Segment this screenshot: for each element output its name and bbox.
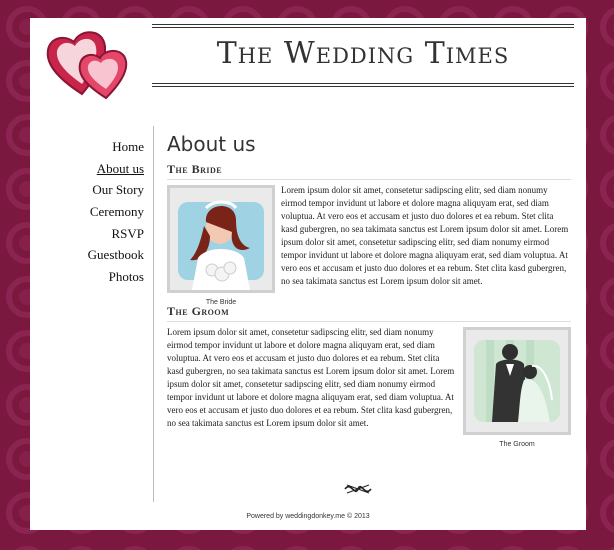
nav-item-home[interactable]: Home — [112, 139, 144, 154]
page-title: About us — [167, 132, 256, 156]
nav-item-photos[interactable]: Photos — [108, 269, 144, 285]
groom-photo — [463, 327, 571, 435]
footer-credit: Powered by weddingdonkey.me © 2013 — [246, 513, 370, 520]
groom-heading: The Groom — [167, 304, 571, 322]
hearts-logo-icon — [44, 28, 136, 100]
bride-text: Lorem ipsum dolor sit amet, consetetur sadipscing elitr, sed diam nonumy eirmod tempor invidunt ut labore et dolore magna aliquyam erat, sed diam voluptua. At vero eos et accusam et justo duo dolores et ea rebum. Stet clita kasd gubergren, no sea takimata sanctus est Lorem ipsum dolor sit amet. Lorem ipsum dolor sit amet, consetetur sadipscing elitr, sed diam nonumy eirmod tempor invidunt ut labore et dolore magna aliquyam erat, sed diam voluptua. At vero eos et accusam et justo duo dolores et ea rebum. Stet clita kasd gubergren, no sea takimata sanctus est Lorem ipsum dolor sit amet. — [281, 185, 569, 286]
nav-item-our-story[interactable]: Our Story — [92, 182, 144, 198]
nav-item-ceremony[interactable]: Ceremony — [89, 204, 144, 220]
site-title: The Wedding Times — [216, 36, 510, 71]
sidebar-divider — [153, 126, 154, 502]
nav-item-about-us[interactable]: About us — [96, 160, 144, 176]
flourish-ornament-icon — [343, 481, 373, 497]
groom-section — [167, 304, 571, 448]
nav-item-guestbook[interactable]: Guestbook — [87, 247, 144, 263]
main-content — [167, 128, 571, 448]
main-nav — [70, 136, 144, 288]
groom-caption: The Groom — [499, 441, 535, 448]
site-header — [152, 24, 574, 90]
groom-text: Lorem ipsum dolor sit amet, consetetur sadipscing elitr, sed diam nonumy eirmod tempor invidunt ut labore et dolore magna aliquyam erat, sed diam voluptua. At vero eos et accusam et justo duo dolores et ea rebum. Stet clita kasd gubergren, no sea takimata sanctus est Lorem ipsum dolor sit amet. Lorem ipsum dolor sit amet, consetetur sadipscing elitr, sed diam nonumy eirmod tempor invidunt ut labore et dolore magna aliquyam erat, sed diam voluptua. At vero eos et accusam et justo duo dolores et ea rebum. Stet clita kasd gubergren, no sea takimata sanctus est Lorem ipsum dolor sit amet. — [167, 327, 455, 428]
bride-photo — [167, 185, 275, 293]
bride-caption: The Bride — [205, 299, 237, 306]
bride-heading: The Bride — [167, 162, 571, 180]
nav-item-rsvp[interactable]: RSVP — [111, 225, 144, 241]
bride-section — [167, 162, 571, 306]
page-container — [30, 18, 586, 530]
